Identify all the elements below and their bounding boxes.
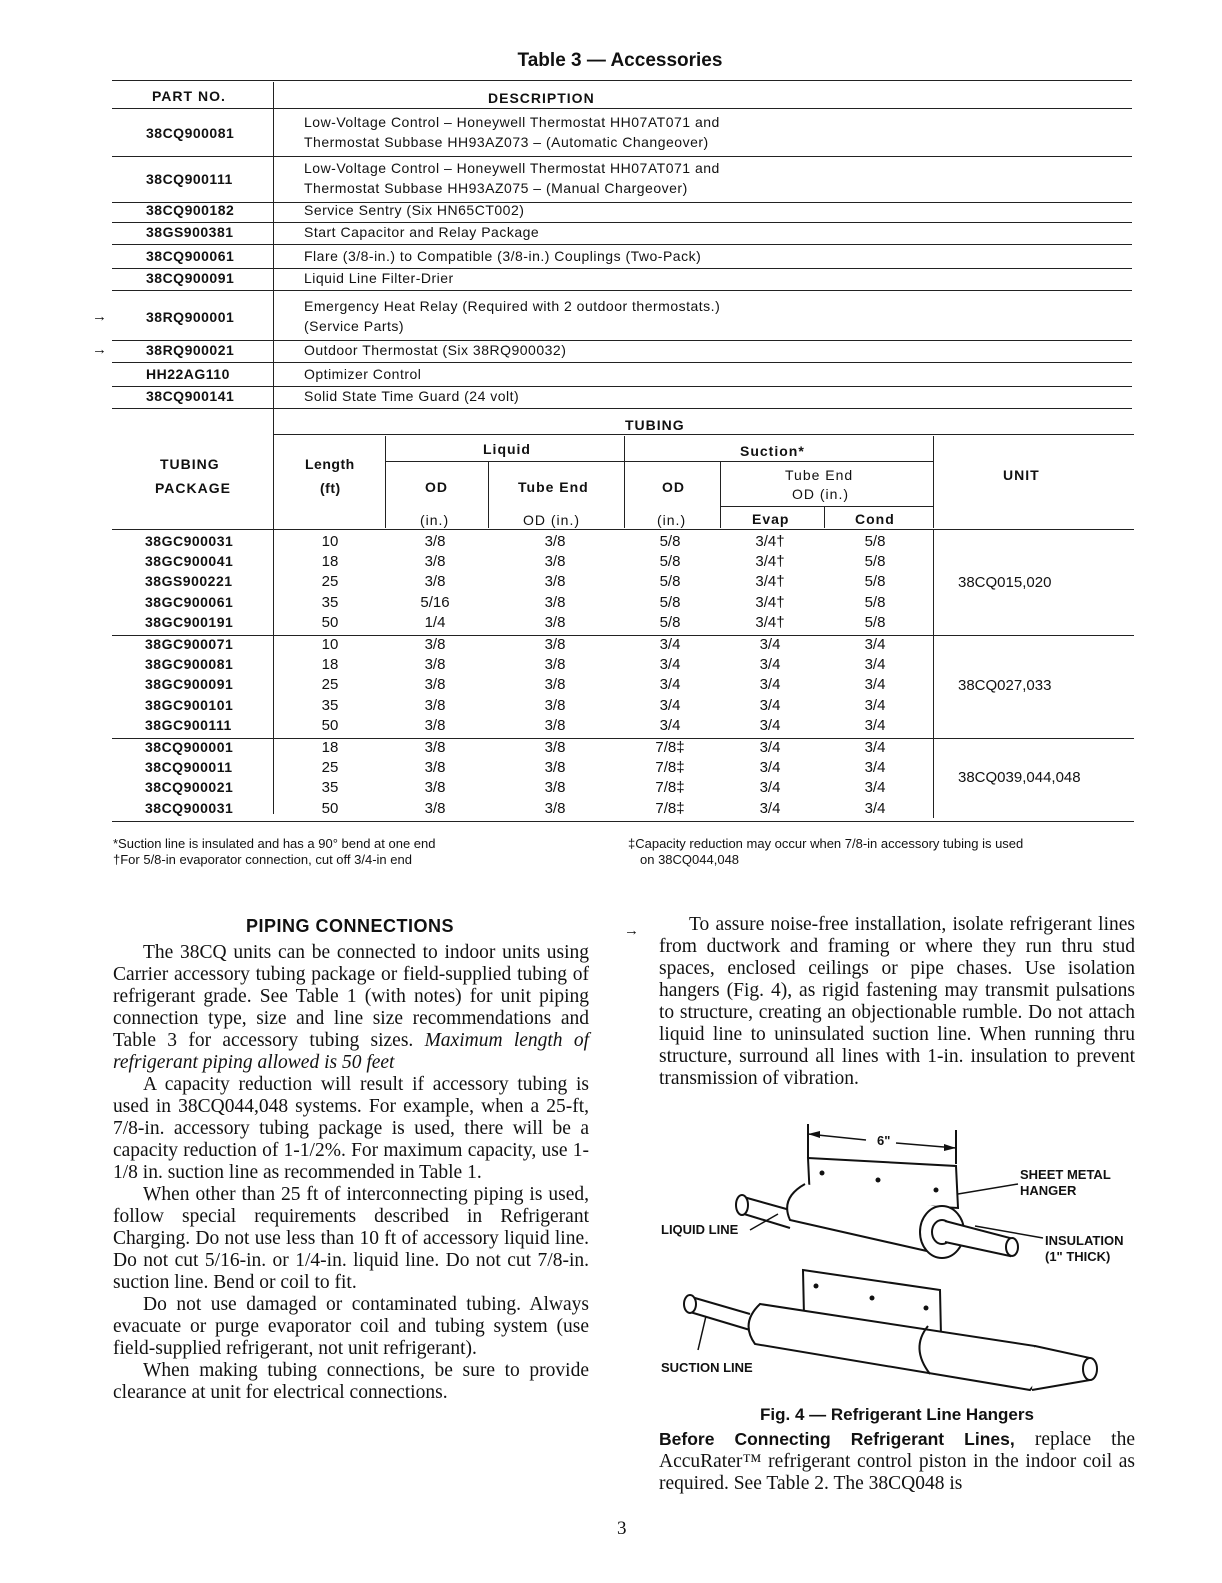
fig4-suction-label: SUCTION LINE	[661, 1360, 753, 1375]
part-number: 38CQ900061	[146, 248, 235, 264]
tubing-cell-len: 25	[321, 573, 339, 591]
part-description	[304, 386, 519, 406]
tubing-cell-len: 18	[321, 553, 339, 571]
liquid-od-header: OD	[425, 479, 448, 495]
part-number: 38CQ900081	[146, 125, 235, 141]
piping-title: PIPING CONNECTIONS	[245, 916, 455, 936]
part-col-divider	[273, 82, 274, 814]
note-capacity-a: ‡Capacity reduction may occur when 7/8-in accessory tubing is used	[628, 836, 1024, 851]
tubing-package: 38GC900191	[145, 613, 234, 630]
part-description	[304, 364, 421, 384]
isolation-para: To assure noise-free installation, isolate refrigerant lines from ductwork and framing or where they run thru stud spaces, enclosed ceilings or pipe chases. Use isolation hangers (Fig. 4), as rigid fastening may transmit pulsations to structure, creating an objectionable rumble. Do not attach liquid line to uninsulated suction line. When running thru structure, surround all lines with 1-in. insulation to prevent transmission of vibration.	[659, 914, 1135, 1089]
group-rule	[112, 821, 1134, 822]
tubing-cell-len: 35	[321, 696, 339, 714]
tubing-package: 38GC900061	[145, 593, 234, 610]
desc-line-1: Start Capacitor and Relay Package	[304, 224, 540, 240]
suction-mid-divider	[720, 462, 721, 528]
tubing-cell-lte: 3/8	[544, 656, 566, 674]
tubing-cell-len: 35	[321, 779, 339, 797]
tubing-cell-lod: 3/8	[424, 533, 446, 550]
part-description	[304, 200, 524, 220]
tubing-cell-len: 18	[321, 739, 339, 756]
note-capacity-b: on 38CQ044,048	[640, 852, 740, 867]
piping-para-3: When other than 25 ft of interconnecting piping is used, follow special requirements described in Refrigerant Charging. Do not use less than 10 ft of accessory liquid line. Do not cut 5/16-in. or 1/4-in. liquid line. Do not cut 7/8-in. suction line. Bend or coil to fit.	[113, 1184, 589, 1293]
tubing-cell-lte: 3/8	[544, 799, 566, 817]
isolation-text	[659, 914, 1135, 1090]
tubing-cell-lod: 3/8	[424, 656, 446, 674]
tubing-cell-sod: 5/8	[659, 553, 681, 571]
tubing-cell-sod: 3/4	[659, 696, 681, 714]
part-description	[304, 222, 539, 242]
part-number: 38CQ900141	[146, 388, 235, 404]
fig4-sheet-label-2: HANGER	[1020, 1183, 1077, 1198]
row-rule	[112, 202, 1132, 203]
tubing-cell-lte: 3/8	[544, 716, 566, 734]
tubing-cell-lod: 3/8	[424, 759, 446, 777]
tubing-cell-sod: 5/8	[659, 573, 681, 591]
tubing-cell-cond: 3/4	[864, 696, 886, 714]
tubing-cell-evap: 3/4†	[755, 553, 785, 571]
unit-header: UNIT	[1003, 467, 1040, 483]
piping-para-1: The 38CQ units can be connected to indoor units using Carrier accessory tubing package or field-supplied tubing of refrigerant grade. See Table 1 (with notes) for unit piping connection type, size and line size recommendations and Table 3 for accessory tubing sizes. Maximum length of refrigerant piping allowed is 50 feet	[113, 942, 589, 1073]
change-arrow: →	[92, 341, 107, 358]
desc-line-1: Service Sentry (Six HN65CT002)	[304, 202, 525, 218]
tubing-cell-cond: 5/8	[864, 613, 886, 631]
unit-col-divider	[933, 530, 934, 818]
tubing-package: 38GC900031	[145, 533, 234, 549]
tubing-cell-lte: 3/8	[544, 613, 566, 631]
tubing-cell-sod: 3/4	[659, 716, 681, 734]
header-description: DESCRIPTION	[488, 90, 595, 106]
tubing-cell-sod: 7/8‡	[655, 759, 685, 777]
tubing-header-bottom-rule	[112, 529, 1134, 530]
tubing-cell-lte: 3/8	[544, 533, 566, 550]
desc-line-1: Outdoor Thermostat (Six 38RQ900032)	[304, 342, 567, 358]
length-header: Length	[305, 456, 355, 472]
tubing-cell-len: 35	[321, 593, 339, 611]
pkg-header-1: TUBING	[160, 456, 220, 472]
tubing-cell-evap: 3/4	[759, 716, 781, 734]
group-rule	[112, 738, 1134, 739]
note-suction: *Suction line is insulated and has a 90° bend at one end	[113, 836, 436, 851]
part-number: 38CQ900091	[146, 270, 235, 286]
tubing-cell-evap: 3/4	[759, 739, 781, 756]
tubing-header: TUBING	[625, 417, 685, 433]
tubing-cell-evap: 3/4	[759, 696, 781, 714]
desc-line-2: Thermostat Subbase HH93AZ075 – (Manual Chargeover)	[304, 180, 688, 196]
piping-text	[113, 942, 589, 1404]
suction-tube-end-unit: OD (in.)	[792, 486, 849, 502]
length-unit: (ft)	[320, 480, 341, 496]
tubing-cell-cond: 3/4	[864, 636, 886, 653]
header-rule	[112, 108, 1132, 109]
tubing-cell-len: 25	[321, 676, 339, 694]
desc-line-1: Low-Voltage Control – Honeywell Thermostat HH07AT071 and	[304, 160, 720, 176]
cond-header: Cond	[855, 511, 895, 527]
tubing-cell-len: 10	[321, 533, 339, 550]
row-rule	[112, 290, 1132, 291]
tubing-package: 38GC900111	[145, 716, 232, 733]
tubing-cell-len: 50	[321, 716, 339, 734]
tubing-cell-lod: 3/8	[424, 799, 446, 817]
tubing-cell-evap: 3/4	[759, 779, 781, 797]
desc-line-1: Low-Voltage Control – Honeywell Thermostat HH07AT071 and	[304, 114, 720, 130]
suction-left-divider	[624, 436, 625, 528]
piping-para-4: Do not use damaged or contaminated tubing. Always evacuate or purge evaporator coil and tubing system (use field-supplied refrigerant, not unit refrigerant).	[113, 1294, 589, 1359]
tubing-cell-cond: 3/4	[864, 656, 886, 674]
tubing-cell-lod: 3/8	[424, 636, 446, 653]
desc-line-1: Liquid Line Filter-Drier	[304, 270, 454, 286]
tubing-cell-evap: 3/4†	[755, 613, 785, 631]
tubing-cell-sod: 5/8	[659, 533, 681, 550]
part-description	[304, 246, 701, 266]
tubing-package: 38CQ900011	[145, 759, 233, 776]
tubing-cell-sod: 3/4	[659, 636, 681, 653]
tubing-cell-lte: 3/8	[544, 573, 566, 591]
change-arrow: →	[624, 922, 639, 939]
tubing-package: 38CQ900001	[145, 739, 234, 755]
suction-od-header: OD	[662, 479, 685, 495]
tubing-cell-evap: 3/4†	[755, 593, 785, 611]
row-rule	[112, 244, 1132, 245]
row-rule	[112, 386, 1132, 387]
tubing-cell-len: 10	[321, 636, 339, 653]
tubing-cell-sod: 3/4	[659, 676, 681, 694]
tubing-cell-sod: 7/8‡	[655, 779, 685, 797]
tubing-package: 38GC900041	[145, 553, 234, 570]
tubing-top-rule	[274, 434, 1134, 435]
tubing-cell-lod: 3/8	[424, 716, 446, 734]
tubing-cell-lte: 3/8	[544, 593, 566, 611]
tubing-cell-evap: 3/4†	[755, 533, 785, 550]
pkg-header-2: PACKAGE	[155, 480, 231, 496]
liquid-header: Liquid	[483, 441, 531, 457]
tubing-cell-sod: 5/8	[659, 593, 681, 611]
part-number: 38CQ900182	[146, 202, 235, 218]
tubing-cell-len: 18	[321, 656, 339, 674]
unit-left-divider	[933, 436, 934, 528]
tubing-cell-sod: 5/8	[659, 613, 681, 631]
part-description	[304, 112, 720, 152]
tubing-cell-lte: 3/8	[544, 739, 566, 756]
part-description	[304, 158, 720, 198]
row-rule	[112, 156, 1132, 157]
part-number: 38GS900381	[146, 224, 234, 240]
tubing-cell-cond: 5/8	[864, 573, 886, 591]
header-part-no: PART NO.	[152, 88, 226, 104]
tubing-cell-cond: 5/8	[864, 593, 886, 611]
tubing-cell-lod: 3/8	[424, 553, 446, 571]
tubing-cell-lte: 3/8	[544, 759, 566, 777]
tubing-cell-lod: 3/8	[424, 739, 446, 756]
tubing-cell-lod: 3/8	[424, 696, 446, 714]
unit-model: 38CQ039,044,048	[958, 769, 1081, 787]
tubing-cell-evap: 3/4	[759, 636, 781, 653]
tubing-cell-lod: 5/16	[420, 593, 450, 611]
liquid-od-unit: (in.)	[420, 512, 450, 528]
part-description	[304, 268, 454, 288]
part-description	[304, 340, 566, 360]
tubing-cell-cond: 3/4	[864, 716, 886, 734]
tubing-cell-evap: 3/4	[759, 656, 781, 674]
desc-line-1: Solid State Time Guard (24 volt)	[304, 388, 520, 404]
tubing-cell-lod: 3/8	[424, 676, 446, 694]
piping-para-2: A capacity reduction will result if accessory tubing is used in 38CQ044,048 systems. For example, when a 25-ft, 7/8-in. accessory tubing package is used, there will be a capacity reduction of 1-1/2%. For maximum capacity, use 1-1/8 in. suction line as recommended in Table 1.	[113, 1074, 589, 1183]
fig4-dimension: 6"	[877, 1133, 891, 1148]
tubing-cell-lod: 1/4	[424, 613, 446, 631]
tubing-package: 38GC900081	[145, 656, 234, 673]
desc-line-1: Flare (3/8-in.) to Compatible (3/8-in.) Couplings (Two-Pack)	[304, 248, 702, 264]
fig4-insulation-label-1: INSULATION	[1045, 1233, 1124, 1248]
part-number: 38RQ900001	[146, 309, 235, 325]
liquid-tube-end-unit: OD (in.)	[523, 512, 580, 528]
tubing-package: 38GC900091	[145, 676, 234, 693]
part-number: 38CQ900111	[146, 171, 233, 187]
tubing-cell-cond: 3/4	[864, 759, 886, 777]
tubing-cell-sod: 7/8‡	[655, 799, 685, 817]
tubing-cell-lte: 3/8	[544, 553, 566, 571]
desc-line-1: Optimizer Control	[304, 366, 422, 382]
tubing-cell-len: 50	[321, 799, 339, 817]
tubing-cell-lod: 3/8	[424, 573, 446, 591]
evap-header: Evap	[752, 511, 790, 527]
desc-line-1: Emergency Heat Relay (Required with 2 outdoor thermostats.)	[304, 298, 721, 314]
liquid-rule	[386, 461, 624, 462]
page-number: 3	[617, 1518, 627, 1539]
tube-end-rule	[721, 506, 933, 507]
tubing-cell-cond: 5/8	[864, 533, 886, 550]
tubing-package: 38CQ900031	[145, 799, 234, 816]
tubing-cell-lte: 3/8	[544, 676, 566, 694]
tubing-cell-cond: 3/4	[864, 676, 886, 694]
tubing-cell-cond: 3/4	[864, 739, 886, 756]
row-rule	[112, 362, 1132, 363]
tubing-package: 38CQ900021	[145, 779, 234, 796]
tubing-cell-evap: 3/4†	[755, 573, 785, 591]
row-rule	[112, 222, 1132, 223]
unit-model: 38CQ015,020	[958, 573, 1052, 591]
fig4-insulation-label-2: (1" THICK)	[1045, 1249, 1111, 1264]
tubing-cell-len: 50	[321, 613, 339, 631]
liquid-tube-end-header: Tube End	[518, 479, 589, 495]
accurater-text	[659, 1428, 1135, 1495]
tubing-package: 38GS900221	[145, 573, 233, 590]
liquid-left-divider	[385, 436, 386, 528]
row-rule	[112, 340, 1132, 341]
suction-od-unit: (in.)	[657, 512, 687, 528]
suction-header: Suction*	[740, 443, 805, 459]
tubing-cell-len: 25	[321, 759, 339, 777]
tubing-cell-sod: 7/8‡	[655, 739, 685, 756]
table-title: Table 3 — Accessories	[517, 50, 723, 71]
tubing-cell-cond: 3/4	[864, 779, 886, 797]
tubing-cell-cond: 3/4	[864, 799, 886, 817]
fig4-caption: Fig. 4 — Refrigerant Line Hangers	[760, 1405, 1034, 1424]
part-description	[304, 296, 720, 336]
desc-line-2: (Service Parts)	[304, 318, 405, 334]
tubing-package: 38GC900071	[145, 636, 234, 652]
tubing-cell-lte: 3/8	[544, 779, 566, 797]
tubing-cell-evap: 3/4	[759, 759, 781, 777]
row-rule	[112, 408, 1132, 409]
accurater-para: Before Connecting Refrigerant Lines, replace the AccuRater™ refrigerant control piston in the indoor coil as required. See Table 2. The 38CQ048 is	[659, 1429, 1136, 1494]
unit-model: 38CQ027,033	[958, 676, 1052, 694]
liquid-mid-divider	[488, 462, 489, 528]
fig4-sheet-label-1: SHEET METAL	[1020, 1167, 1111, 1182]
desc-line-2: Thermostat Subbase HH93AZ073 – (Automatic Changeover)	[304, 134, 709, 150]
suction-tube-end-header: Tube End	[785, 467, 854, 483]
part-number: HH22AG110	[146, 366, 230, 382]
tubing-cell-lod: 3/8	[424, 779, 446, 797]
fig4-liquid-label: LIQUID LINE	[661, 1222, 739, 1237]
tubing-cell-cond: 5/8	[864, 553, 886, 571]
tubing-cell-sod: 3/4	[659, 656, 681, 674]
row-rule	[112, 268, 1132, 269]
change-arrow: →	[92, 308, 107, 325]
tubing-cell-lte: 3/8	[544, 696, 566, 714]
note-evap: †For 5/8-in evaporator connection, cut off 3/4-in end	[113, 852, 412, 867]
evap-cond-divider	[824, 507, 825, 528]
tubing-cell-lte: 3/8	[544, 636, 566, 653]
tubing-cell-evap: 3/4	[759, 799, 781, 817]
table-top-rule	[112, 80, 1132, 81]
part-number: 38RQ900021	[146, 342, 235, 358]
tubing-package: 38GC900101	[145, 696, 234, 713]
tubing-cell-evap: 3/4	[759, 676, 781, 694]
suction-rule	[625, 461, 933, 462]
group-rule	[112, 635, 1134, 636]
piping-para-5: When making tubing connections, be sure to provide clearance at unit for electrical connections.	[113, 1360, 589, 1403]
